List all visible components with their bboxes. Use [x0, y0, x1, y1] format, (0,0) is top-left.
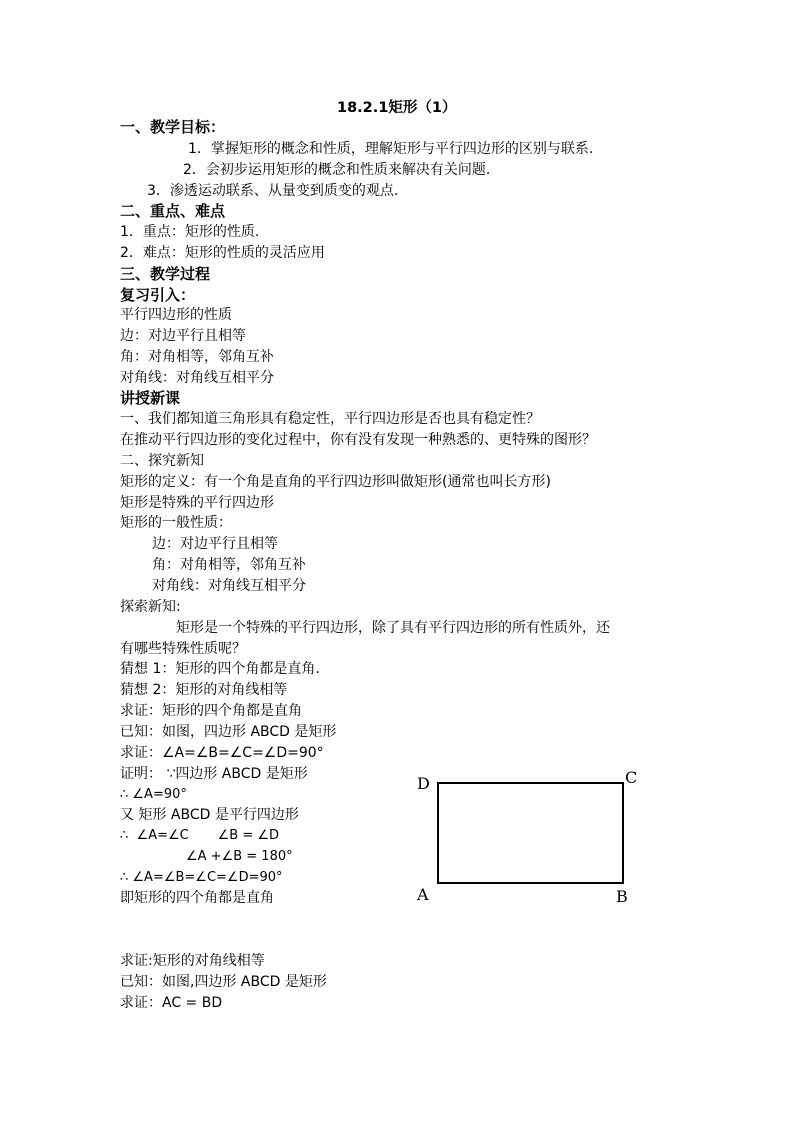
proof-line-9: ∴ ∠A=∠B=∠C=∠D=90°: [120, 870, 283, 885]
lesson-line-3: 二、探究新知: [120, 453, 204, 469]
property-angles: 角：对角相等，邻角互补: [152, 557, 306, 573]
rectangle-definition: 矩形的定义：有一个角是直角的平行四边形叫做矩形(通常也叫长方形): [120, 474, 551, 490]
proof-line-4: 证明： ∵四边形 ABCD 是矩形: [120, 766, 308, 782]
review-line-2: 边：对边平行且相等: [120, 328, 246, 344]
explore-heading: 探索新知:: [120, 599, 181, 615]
vertex-label-b: B: [616, 887, 628, 906]
conjecture-2: 猜想 2：矩形的对角线相等: [120, 682, 288, 698]
proof-line-10: 即矩形的四个角都是直角: [120, 890, 274, 906]
review-line-1: 平行四边形的性质: [120, 307, 232, 323]
section-heading-objectives: 一、教学目标：: [120, 118, 226, 136]
review-line-3: 角：对角相等，邻角互补: [120, 349, 274, 365]
lesson-line-2: 在推动平行四边形的变化过程中，你有没有发现一种熟悉的、更特殊的图形？: [120, 432, 596, 448]
proof-line-3: 求证：∠A=∠B=∠C=∠D=90°: [120, 745, 324, 761]
rectangle-abcd: [438, 783, 623, 883]
section-heading-process: 三、教学过程: [120, 265, 211, 283]
section-heading-keypoints: 二、重点、难点: [120, 202, 226, 220]
explore-line-2: 有哪些特殊性质呢？: [120, 641, 246, 657]
proof2-line-3: 求证：AC = BD: [120, 995, 223, 1011]
vertex-label-d: D: [417, 774, 430, 793]
conjecture-1: 猜想 1：矩形的四个角都是直角.: [120, 661, 320, 677]
review-line-4: 对角线：对角线互相平分: [120, 370, 274, 386]
rectangle-figure: [405, 760, 645, 910]
review-heading: 复习引入：: [120, 286, 196, 304]
property-sides: 边：对边平行且相等: [152, 536, 278, 552]
property-diagonals: 对角线：对角线互相平分: [152, 578, 306, 594]
proof2-line-1: 求证:矩形的对角线相等: [120, 953, 265, 969]
new-lesson-heading: 讲授新课: [120, 389, 181, 407]
proof2-line-2: 已知：如图,四边形 ABCD 是矩形: [120, 974, 327, 990]
page-title: 18.2.1矩形（1）: [337, 100, 457, 116]
proof-line-2: 已知：如图，四边形 ABCD 是矩形: [120, 724, 337, 740]
lesson-line-6: 矩形的一般性质：: [120, 515, 232, 531]
objective-3: 3．渗透运动联系、从量变到质变的观点.: [147, 183, 399, 199]
objective-1: 1．掌握矩形的概念和性质，理解矩形与平行四边形的区别与联系.: [188, 141, 594, 157]
keypoint-2: 2．难点：矩形的性质的灵活应用: [120, 245, 325, 261]
proof-line-6: 又 矩形 ABCD 是平行四边形: [120, 807, 299, 823]
objective-2: 2．会初步运用矩形的概念和性质来解决有关问题.: [183, 162, 491, 178]
keypoint-1: 1．重点：矩形的性质.: [120, 224, 260, 240]
proof-line-8: ∠A +∠B = 180°: [186, 849, 293, 864]
lesson-line-1: 一、我们都知道三角形具有稳定性，平行四边形是否也具有稳定性？: [120, 411, 540, 427]
vertex-label-a: A: [417, 885, 429, 904]
explore-line-1: 矩形是一个特殊的平行四边形，除了具有平行四边形的所有性质外，还: [176, 620, 610, 636]
lesson-line-5: 矩形是特殊的平行四边形: [120, 495, 274, 511]
proof-line-1: 求证：矩形的四个角都是直角: [120, 703, 302, 719]
proof-line-5: ∴ ∠A=90°: [120, 787, 187, 802]
vertex-label-c: C: [625, 768, 638, 787]
proof-line-7: ∴ ∠A=∠C ∠B = ∠D: [120, 828, 280, 843]
